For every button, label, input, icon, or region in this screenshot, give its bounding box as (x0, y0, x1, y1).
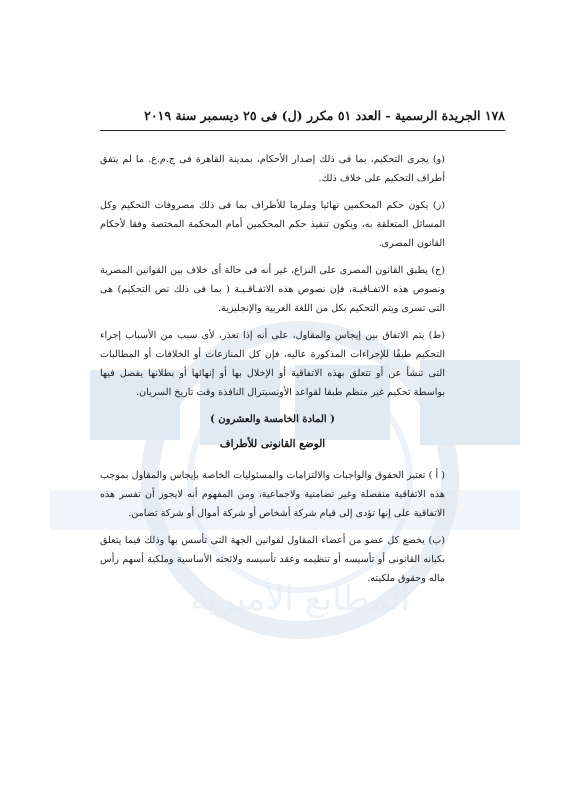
header-rule (100, 130, 505, 131)
page-header: ١٧٨ الجريدة الرسمية - العدد ٥١ مكرر (ل) فى ٢٥ ديسمبر سنة ٢٠١٩ (144, 108, 505, 123)
clause-ta: (ط) يتم الاتفاق بين إيجاس والمقاول، على أنه إذا تعذر، لأى سبب من الأسباب إجراء التحكيم طبقًا للإجراءات المذكورة عاليه، فإن كل المنازعات أو الخلافات أو المطالبات التى تنشأ عن أو تتعلق بهذه الاتفاقية أو الإخلال بها أو إنهائها أو بطلانها يفصل فيها بواسطة تحكيم غير منظم طبقا لقواعد الأونسيترال النافذة وقت تاريخ السريان. (100, 330, 445, 398)
watermark-text: المطابع الأميرية (190, 579, 410, 619)
article-title: ( المادة الخامسة والعشرون ) (210, 414, 335, 425)
clause-zay: (ز) يكون حكم المحكمين نهائيا وملزما للأطراف بما فى ذلك مصروفات التحكيم وكل المسائل المتعلقة به، ويكون تنفيذ حكم المحكمين أمام المحكمة المختصة وفقا لأحكام القانون المصرى. (100, 200, 445, 249)
clause-ba: (ب) يخضع كل عضو من أعضاء المقاول لقوانين الجهة التى تأسس بها وذلك فيما يتعلق بكيانه القانونى أو تأسيسه أو تنظيمه وعقد تأسيسه ولائحته الأساسية وملكية أسهم رأس ماله وحقوق ملكيته. (100, 535, 445, 584)
clause-waw: (و) يجرى التحكيم، بما فى ذلك إصدار الأحكام، بمدينة القاهرة فى ج.م.ع. ما لم يتفق أطراف التحكيم على خلاف ذلك. (100, 154, 445, 184)
clause-ha: (ح) يطبق القانون المصرى على النزاع، غير أنه فى حالة أى خلاف بين القوانين المصرية ونصوص هذه الاتفـاقيـة، فإن نصوص هذه الاتفـاقـيـة ( بما فى ذلك نص التحكيم) هى التى تسرى ويتم التحكيم بكل من اللغة العربية والإنجليزية. (100, 265, 445, 314)
section-title: الوضع القانونى للأطراف (219, 438, 326, 450)
document-body (100, 150, 445, 596)
clause-alif: ( أ ) تعتبر الحقوق والواجبات والالتزامات والمسئوليات الخاصة بإيجاس والمقاول بموجب هذه الاتفاقية منفصلة وغير تضامنية ولاجماعية، ومن المفهوم أنه لايجوز أن تفسر هذه الاتفاقية على إنها تؤدى إلى قيام شركة أشخاص أو شركة أموال أو شركة تضامن. (100, 470, 445, 519)
